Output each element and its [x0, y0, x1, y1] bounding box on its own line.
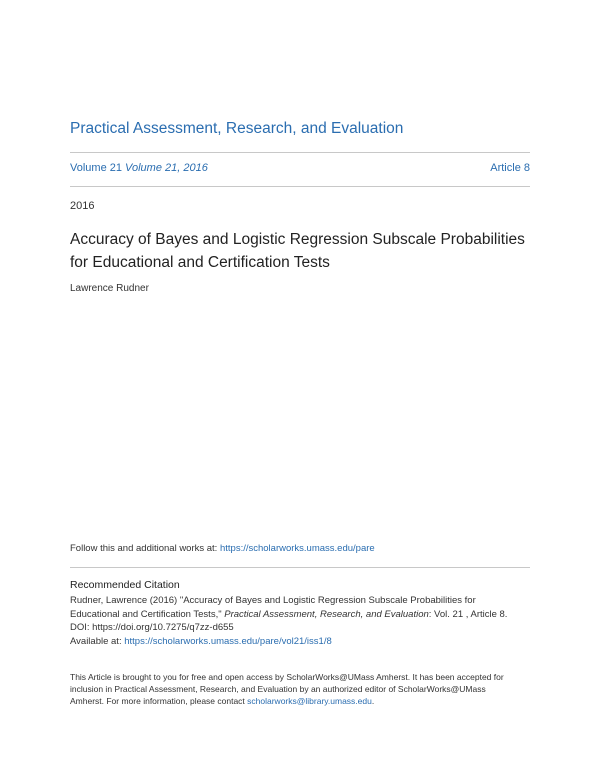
available-label: Available at: — [70, 635, 125, 647]
paper-title-line-2: for Educational and Certification Tests — [70, 254, 330, 271]
issue-link[interactable]: Volume 21, 2016 — [125, 162, 208, 174]
access-notice — [70, 671, 540, 707]
citation-doi: DOI: https://doi.org/10.7275/q7zz-d655 — [70, 622, 234, 633]
citation-line-2-post: : Vol. 21 , Article 8. — [428, 608, 508, 620]
paper-title-line-1: Accuracy of Bayes and Logistic Regression Subscale Probabilities — [70, 231, 525, 248]
follow-line — [70, 543, 375, 554]
access-notice-line-3-pre: Amherst. For more information, please contact — [70, 696, 248, 706]
citation-line-2-pre: Educational and Certification Tests," — [70, 608, 225, 620]
access-notice-line-3 — [70, 695, 540, 707]
contact-email-link[interactable]: scholarworks@library.umass.edu — [247, 696, 372, 706]
divider-citation — [70, 567, 530, 568]
citation-heading: Recommended Citation — [70, 579, 180, 591]
paper-author: Lawrence Rudner — [70, 283, 149, 294]
publication-year: 2016 — [70, 200, 95, 212]
access-notice-line-3-post: . — [371, 696, 375, 706]
volume-link[interactable]: Volume 21 — [70, 162, 122, 174]
issue-line — [70, 162, 530, 174]
access-notice-line-2: inclusion in Practical Assessment, Research, and Evaluation by an authorized editor of ScholarWorks@UMass — [70, 684, 486, 694]
citation-line-2 — [70, 608, 540, 622]
access-notice-line-1: This Article is brought to you for free and open access by ScholarWorks@UMass Amherst. It has been accepted for — [70, 672, 504, 682]
follow-url-link[interactable]: https://scholarworks.umass.edu/pare — [219, 543, 375, 554]
citation-block — [70, 594, 540, 648]
citation-journal: Practical Assessment, Research, and Evaluation — [224, 608, 429, 620]
citation-available — [70, 635, 540, 649]
divider-bottom — [70, 186, 530, 187]
article-link[interactable]: Article 8 — [490, 162, 530, 174]
available-url-link[interactable]: https://scholarworks.umass.edu/pare/vol21/iss1/8 — [124, 635, 332, 647]
journal-title-link[interactable]: Practical Assessment, Research, and Evaluation — [70, 120, 404, 137]
divider-top — [70, 152, 530, 153]
follow-text: Follow this and additional works at: — [70, 543, 220, 554]
paper-title — [70, 228, 540, 274]
citation-line-1: Rudner, Lawrence (2016) "Accuracy of Bayes and Logistic Regression Subscale Probabilities for — [70, 595, 476, 606]
